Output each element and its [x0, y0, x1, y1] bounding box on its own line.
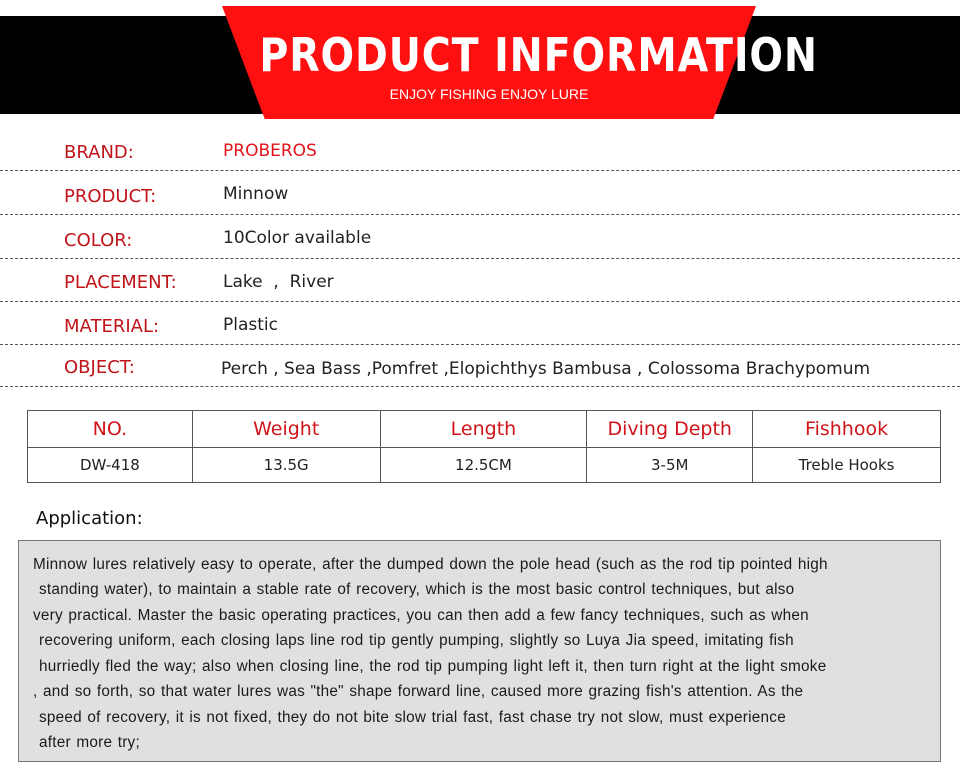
application-line: after more try;: [39, 734, 140, 751]
cell-diving-depth: 3-5M: [587, 448, 753, 483]
object-value: Perch , Sea Bass ,Pomfret ,Elopichthys Bambusa , Colossoma Brachypomum: [221, 359, 871, 379]
application-line: , and so forth, so that water lures was "the" shape forward line, caused more grazing fish's attention. As the: [33, 683, 804, 700]
application-line: Minnow lures relatively easy to operate, after the dumped down the pole head (such as the rod tip pointed high: [33, 556, 828, 573]
brand-label: BRAND:: [64, 142, 134, 163]
col-header-fishhook: Fishhook: [753, 411, 941, 448]
application-heading: Application:: [36, 508, 143, 529]
spec-data-row: [28, 448, 941, 483]
cell-fishhook: Treble Hooks: [753, 448, 941, 483]
object-label: OBJECT:: [64, 357, 135, 378]
info-row-object: [0, 343, 960, 387]
application-line: very practical. Master the basic operating practices, you can then add a few fancy techniques, such as when: [33, 607, 809, 624]
page-title: PRODUCT INFORMATION: [259, 28, 818, 82]
cell-weight: 13.5G: [192, 448, 380, 483]
product-value: Minnow: [223, 184, 289, 204]
col-header-diving-depth: Diving Depth: [587, 411, 753, 448]
col-header-weight: Weight: [192, 411, 380, 448]
application-line: speed of recovery, it is not fixed, they do not bite slow trial fast, fast chase try not slow, must experience: [39, 709, 786, 726]
spec-table: [27, 410, 941, 483]
spec-header-row: [28, 411, 941, 448]
brand-value: PROBEROS: [223, 141, 317, 161]
col-header-no: NO.: [28, 411, 193, 448]
info-row-brand: [0, 127, 960, 171]
info-row-material: [0, 301, 960, 345]
cell-no: DW-418: [28, 448, 193, 483]
color-value: 10Color available: [223, 228, 372, 248]
info-row-product: [0, 171, 960, 215]
material-value: Plastic: [223, 315, 278, 335]
col-header-length: Length: [380, 411, 587, 448]
info-row-color: [0, 215, 960, 259]
cell-length: 12.5CM: [380, 448, 587, 483]
placement-value: Lake , River: [223, 272, 334, 292]
page-subtitle: ENJOY FISHING ENJOY LURE: [389, 86, 589, 102]
application-line: hurriedly fled the way; also when closing line, the rod tip pumping light left it, then turn right at the light smoke: [39, 658, 827, 675]
application-line: recovering uniform, each closing laps line rod tip gently pumping, slightly so Luya Jia speed, imitating fish: [39, 632, 794, 649]
application-text-box: [18, 540, 941, 762]
info-row-placement: [0, 258, 960, 302]
application-line: standing water), to maintain a stable rate of recovery, which is the most basic control techniques, but also: [39, 581, 795, 598]
product-label: PRODUCT:: [64, 186, 157, 207]
color-label: COLOR:: [64, 230, 133, 251]
material-label: MATERIAL:: [64, 316, 160, 337]
placement-label: PLACEMENT:: [64, 272, 177, 293]
